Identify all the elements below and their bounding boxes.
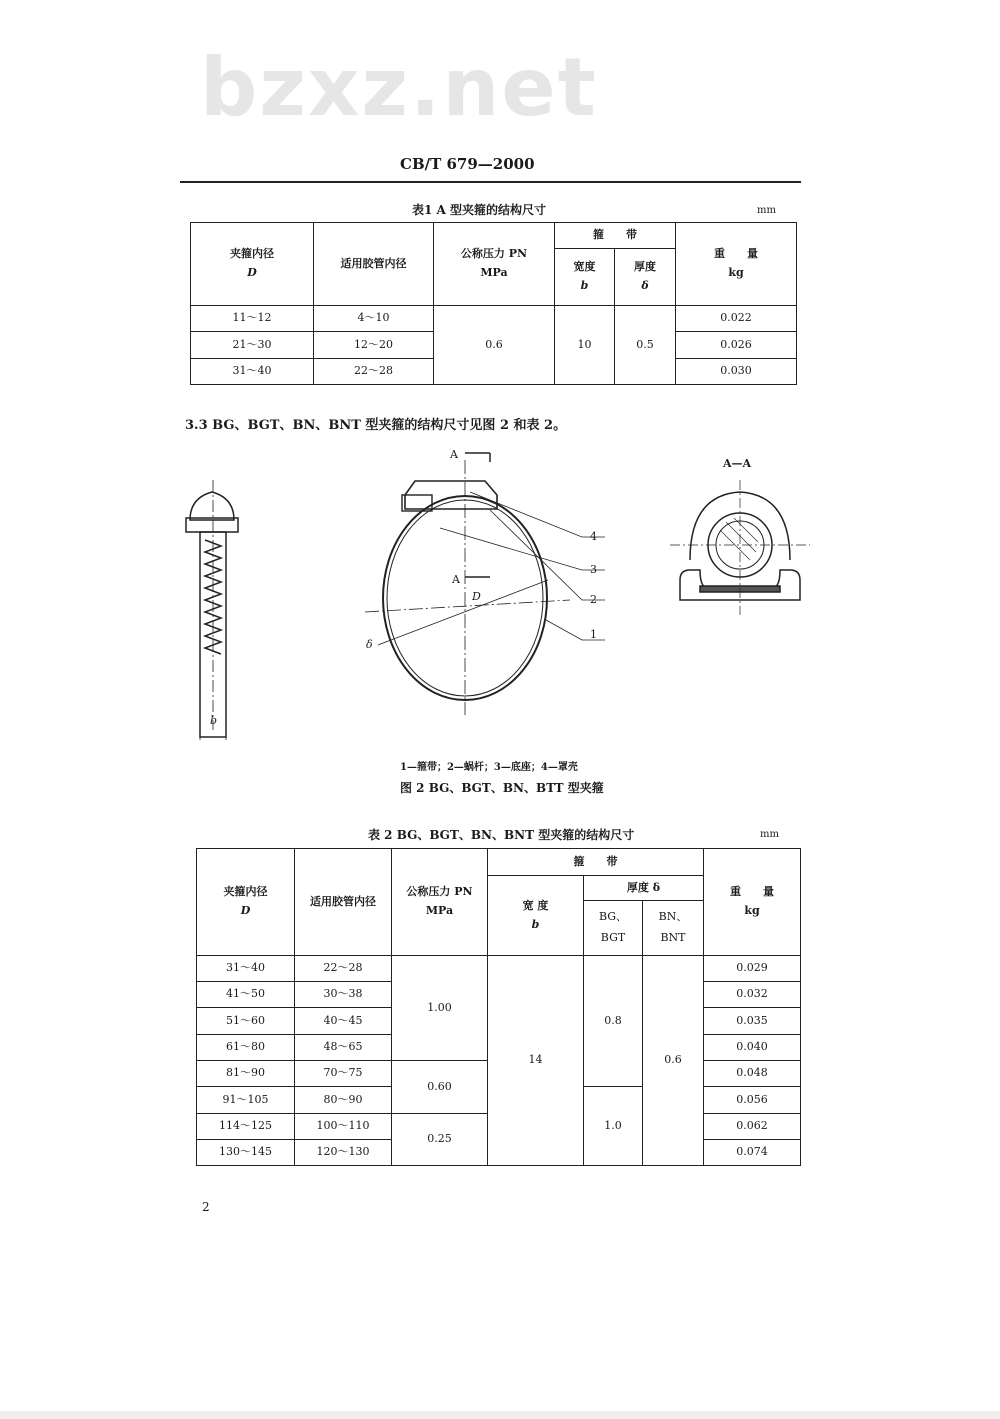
- cell-diameter: 81～90: [197, 1061, 295, 1087]
- cell-thickness: 0.5: [615, 306, 676, 385]
- cell-hose: 48～65: [295, 1035, 392, 1061]
- figure-caption: 图 2 BG、BGT、BN、BTT 型夹箍: [400, 781, 604, 795]
- header-width: 宽度: [573, 260, 596, 274]
- header-rule: [180, 181, 801, 183]
- clamp-figure: [0, 440, 1000, 760]
- section-3-3: 3.3 BG、BGT、BN、BNT 型夹箍的结构尺寸见图 2 和表 2。: [185, 418, 567, 433]
- header-weight-unit: kg: [744, 904, 760, 917]
- label-thickness: δ: [366, 638, 373, 651]
- header-bg: BG、: [598, 910, 628, 924]
- cell-weight: 0.032: [704, 982, 801, 1008]
- cell-weight: 0.056: [704, 1087, 801, 1114]
- header-hose: 适用胶管内径: [314, 223, 434, 306]
- cell-bn-thickness: 0.6: [643, 956, 704, 1166]
- header-diameter-symbol: D: [240, 904, 251, 917]
- viewer-bottom-edge: [0, 1411, 1000, 1419]
- cell-diameter: 130～145: [197, 1140, 295, 1166]
- table-row: [191, 306, 797, 332]
- header-weight: 重 量: [714, 247, 758, 261]
- header-bn: BN、: [658, 910, 688, 924]
- header-width-symbol: b: [580, 279, 589, 292]
- section-marker-a-mid: A: [452, 573, 460, 586]
- cell-hose: 12～20: [314, 332, 434, 359]
- section-view-drawing: [670, 480, 810, 615]
- header-bgt: BGT: [600, 931, 626, 944]
- cell-weight: 0.022: [676, 306, 797, 332]
- header-thickness-symbol: δ: [641, 279, 649, 292]
- table1: [190, 222, 797, 385]
- page-number: 2: [202, 1200, 210, 1214]
- section-label: A—A: [723, 457, 752, 470]
- header-thickness: 厚度 δ: [584, 876, 704, 901]
- label-diameter: D: [472, 590, 481, 603]
- header-width: 宽 度: [522, 898, 549, 912]
- header-pressure: 公称压力 PN: [406, 885, 473, 899]
- cell-weight: 0.074: [704, 1140, 801, 1166]
- header-diameter: 夹箍内径: [223, 885, 268, 899]
- cell-hose: 70～75: [295, 1061, 392, 1087]
- cell-width: 10: [555, 306, 615, 385]
- cell-weight: 0.048: [704, 1061, 801, 1087]
- header-pressure-unit: MPa: [425, 904, 454, 917]
- cell-diameter: 31～40: [191, 359, 314, 385]
- label-part-2: 2: [590, 593, 597, 606]
- cell-pressure: 1.00: [392, 956, 488, 1061]
- cell-hose: 4～10: [314, 306, 434, 332]
- cell-weight: 0.035: [704, 1008, 801, 1035]
- cell-diameter: 31～40: [197, 956, 295, 982]
- cell-hose: 30～38: [295, 982, 392, 1008]
- cell-diameter: 61～80: [197, 1035, 295, 1061]
- cell-weight: 0.062: [704, 1114, 801, 1140]
- table1-caption: 表1 A 型夹箍的结构尺寸: [412, 203, 547, 217]
- section-marker-a-top: A: [450, 448, 458, 461]
- cell-bg-thickness: 0.8: [584, 956, 643, 1087]
- cell-hose: 120～130: [295, 1140, 392, 1166]
- header-pressure: 公称压力 PN: [460, 247, 528, 261]
- header-weight-unit: kg: [728, 266, 744, 279]
- cell-weight: 0.029: [704, 956, 801, 982]
- side-view-drawing: [186, 480, 238, 740]
- header-diameter: 夹箍内径: [230, 247, 274, 261]
- cell-weight: 0.040: [704, 1035, 801, 1061]
- cell-diameter: 21～30: [191, 332, 314, 359]
- cell-diameter: 41～50: [197, 982, 295, 1008]
- cell-hose: 40～45: [295, 1008, 392, 1035]
- table2-caption: 表 2 BG、BGT、BN、BNT 型夹箍的结构尺寸: [368, 828, 635, 842]
- figure-legend: 1—箍带；2—蜗杆；3—底座；4—罩壳: [400, 762, 578, 773]
- header-pressure-unit: MPa: [480, 266, 508, 279]
- cell-diameter: 114～125: [197, 1114, 295, 1140]
- header-bnt: BNT: [660, 931, 686, 944]
- header-weight: 重 量: [730, 885, 774, 899]
- label-width: b: [210, 714, 218, 727]
- header-thickness: 厚度: [634, 260, 656, 274]
- cell-hose: 22～28: [295, 956, 392, 982]
- table2-unit: mm: [760, 829, 779, 840]
- header-diameter-symbol: D: [247, 266, 257, 279]
- header-hose: 适用胶管内径: [295, 849, 392, 956]
- cell-hose: 80～90: [295, 1087, 392, 1114]
- table1-unit: mm: [757, 205, 776, 216]
- header-band: 箍 带: [555, 223, 676, 249]
- cell-bg-thickness: 1.0: [584, 1087, 643, 1166]
- cell-pressure: 0.25: [392, 1114, 488, 1166]
- table2: [196, 848, 801, 1166]
- cell-hose: 100～110: [295, 1114, 392, 1140]
- cell-diameter: 51～60: [197, 1008, 295, 1035]
- standard-code: CB/T 679—2000: [400, 155, 535, 173]
- cell-pressure: 0.6: [434, 306, 555, 385]
- watermark: bzxz.net: [200, 41, 598, 134]
- cell-hose: 22～28: [314, 359, 434, 385]
- header-band: 箍 带: [488, 849, 704, 876]
- cell-weight: 0.026: [676, 332, 797, 359]
- cell-diameter: 91～105: [197, 1087, 295, 1114]
- label-part-4: 4: [590, 530, 597, 543]
- front-view-drawing: [365, 453, 605, 715]
- label-part-1: 1: [590, 628, 597, 641]
- cell-weight: 0.030: [676, 359, 797, 385]
- label-part-3: 3: [590, 563, 597, 576]
- cell-pressure: 0.60: [392, 1061, 488, 1114]
- cell-width: 14: [488, 956, 584, 1166]
- cell-diameter: 11～12: [191, 306, 314, 332]
- header-width-symbol: b: [531, 917, 540, 931]
- table-row: [197, 956, 801, 982]
